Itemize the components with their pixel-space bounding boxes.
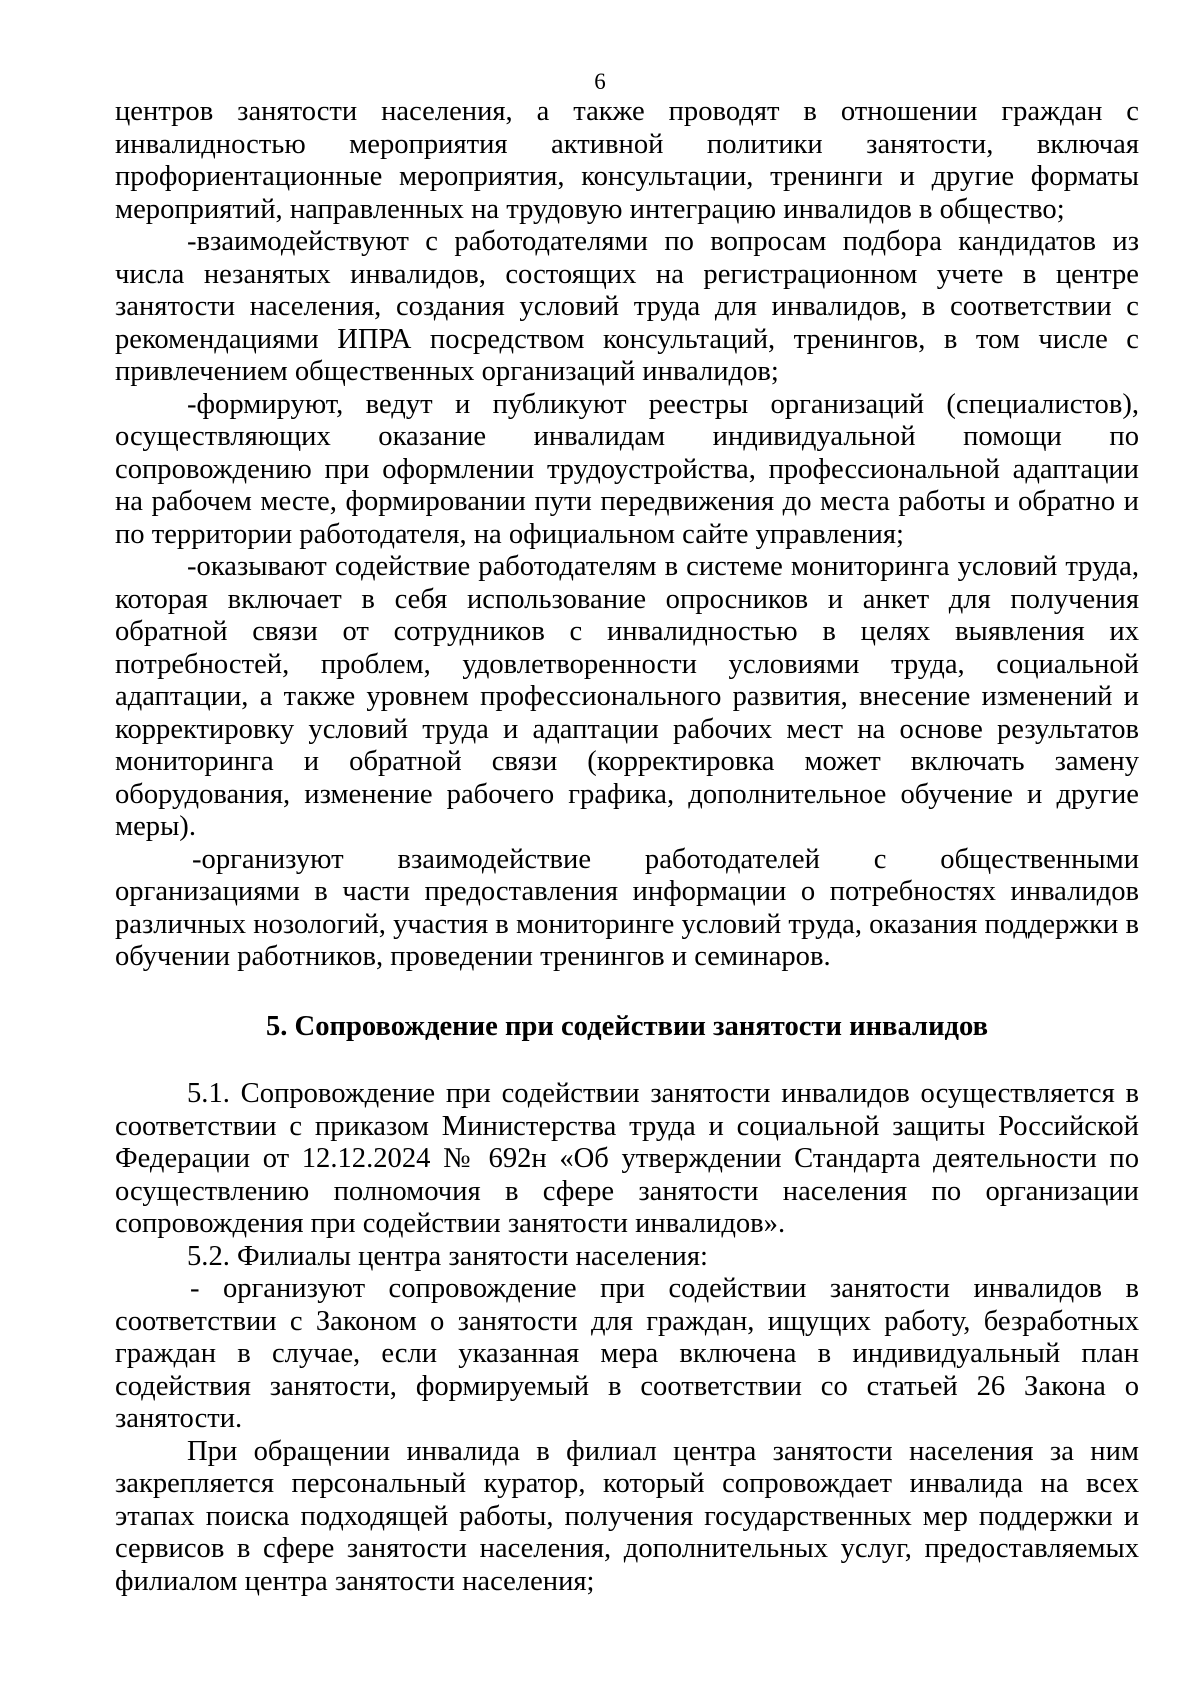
continuation-paragraph: центров занятости населения, а также проводят в отношении граждан с инвалидностью мероприятия активной политики занятости, включая профориентационные мероприятия, консультации, тренинги и другие форматы мероприятий, направленных на трудовую интеграцию инвалидов в общество; <box>115 96 1139 225</box>
document-body <box>115 96 1139 1598</box>
list-item-public-organizations: -организуют взаимодействие работодателей с общественными организациями в части предоставления информации о потребностях инвалидов различных нозологий, участия в мониторинге условий труда, оказания поддержки в обучении работников, проведении тренингов и семинаров. <box>115 843 1139 972</box>
clause-5-1: 5.1. Сопровождение при содействии занятости инвалидов осуществляется в соответствии с приказом Министерства труда и социальной защиты Российской Федерации от 12.12.2024 № 692н «Об утверждении Стандарта деятельности по осуществлению полномочия в сфере занятости населения по организации сопровождения при содействии занятости инвалидов». <box>115 1078 1139 1239</box>
list-item-interaction-employers: -взаимодействуют с работодателями по вопросам подбора кандидатов из числа незанятых инвалидов, состоящих на регистрационном учете в центре занятости населения, создания условий труда для инвалидов, в соответствии с рекомендациями ИПРА посредством консультаций, тренингов, в том числе с привлечением общественных организаций инвалидов; <box>115 226 1139 387</box>
page-number: 6 <box>594 69 606 94</box>
curator-paragraph: При обращении инвалида в филиал центра занятости населения за ним закрепляется персональный куратор, который сопровождает инвалида на всех этапах поиска подходящей работы, получения государственных мер поддержки и сервисов в сфере занятости населения, дополнительных услуг, предоставляемых филиалом центра занятости населения; <box>115 1435 1139 1597</box>
section-heading: 5. Сопровождение при содействии занятости инвалидов <box>265 1010 989 1042</box>
clause-5-2-item: - организуют сопровождение при содействии занятости инвалидов в соответствии с Законом о занятости для граждан, ищущих работу, безработных граждан в случае, если указанная мера включена в индивидуальный план содействия занятости, формируемый в соответствии со статьей 26 Закона о занятости. <box>115 1273 1139 1434</box>
clause-5-2: 5.2. Филиалы центра занятости населения: <box>187 1240 708 1272</box>
list-item-registries: -формируют, ведут и публикуют реестры организаций (специалистов), осуществляющих оказание инвалидам индивидуальной помощи по сопровождению при оформлении трудоустройства, профессиональной адаптации на рабочем месте, формировании пути передвижения до места работы и обратно и по территории работодателя, на официальном сайте управления; <box>115 388 1139 550</box>
list-item-monitoring: -оказывают содействие работодателям в системе мониторинга условий труда, которая включает в себя использование опросников и анкет для получения обратной связи от сотрудников с инвалидностью в целях выявления их потребностей, проблем, удовлетворенности условиями труда, социальной адаптации, а также уровнем профессионального развития, внесение изменений и корректировку условий труда и адаптации рабочих мест на основе результатов мониторинга и обратной связи (корректировка может включать замену оборудования, изменение рабочего графика, дополнительное обучение и другие меры). <box>115 551 1139 842</box>
